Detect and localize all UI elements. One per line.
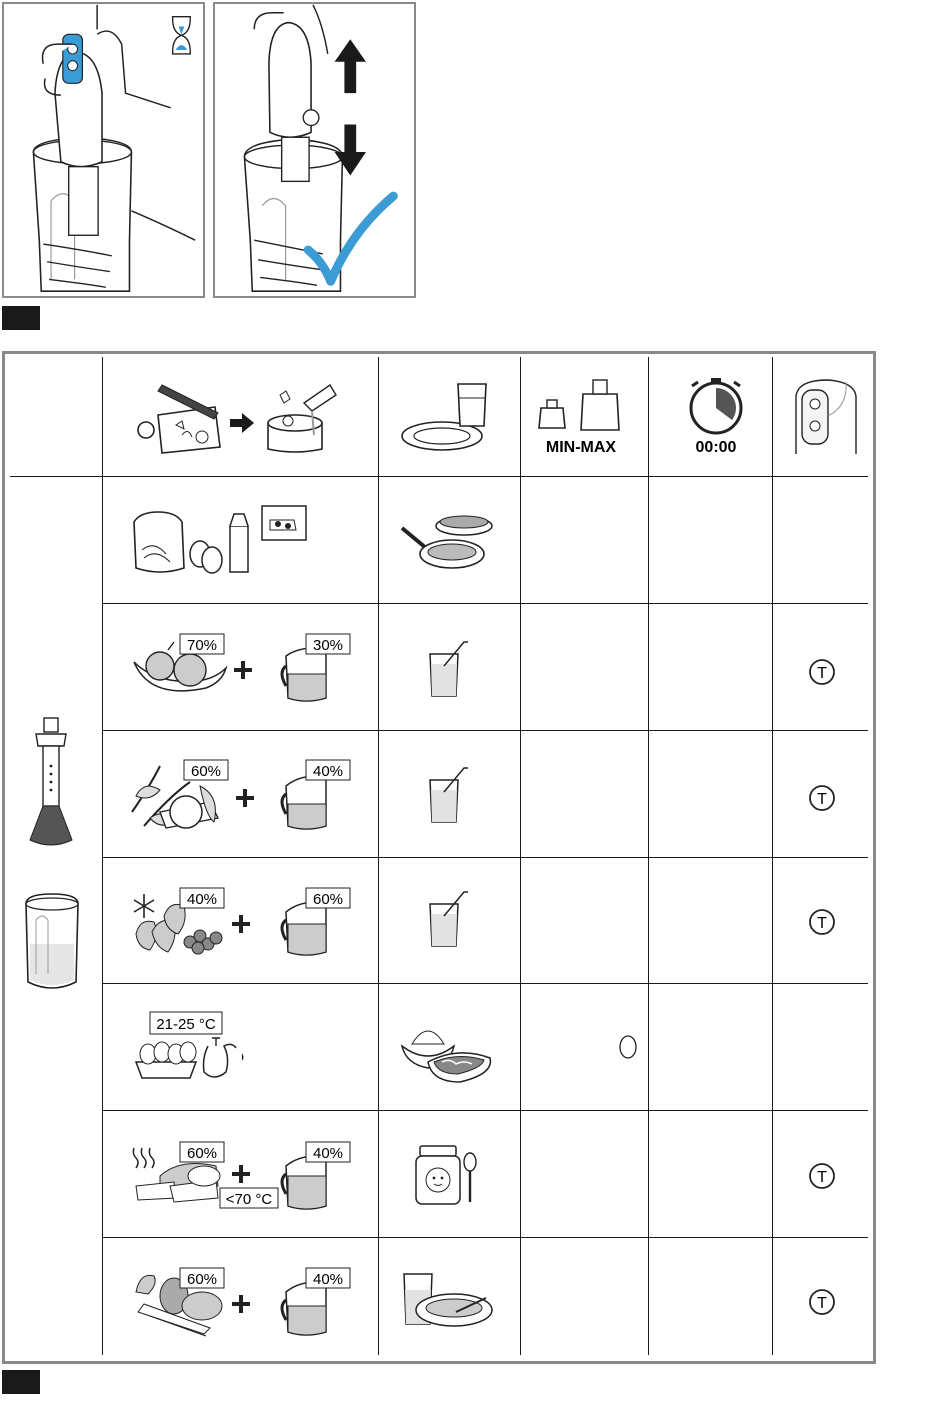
mayo-hotdog-icon	[398, 1016, 498, 1088]
snowflake-icon	[134, 894, 154, 918]
quantity-label: MIN-MAX	[545, 439, 617, 456]
header-quantity-icon	[533, 376, 633, 456]
ingredient-pct: 60%	[190, 763, 222, 780]
header-dish-icon	[398, 376, 498, 456]
frozen-smoothie-ingredients	[130, 882, 356, 964]
hourglass-icon	[173, 17, 191, 54]
max-temp-label: <70 °C	[225, 1191, 273, 1208]
speed-label: T	[817, 915, 827, 932]
pancake-pan-icon	[398, 508, 498, 580]
col-sep	[378, 357, 379, 1355]
ingredient-pct: 60%	[186, 1271, 218, 1288]
batter-ingredients-icon	[130, 502, 310, 577]
soup-ingredients	[130, 1262, 356, 1344]
fruit-smoothie-ingredients	[130, 628, 356, 710]
speed-label: T	[817, 1169, 827, 1186]
header-speed-icon	[788, 376, 864, 456]
up-down-motion-panel	[213, 2, 416, 298]
soup-bowl-icon	[398, 1268, 498, 1338]
row-sep	[102, 730, 868, 731]
col-sep	[648, 357, 649, 1355]
blender-shaft-icon	[26, 716, 76, 852]
speed-label: T	[817, 791, 827, 808]
green-smoothie-ingredients	[130, 756, 356, 838]
ingredient-pct: 40%	[186, 891, 218, 908]
col-sep	[520, 357, 521, 1355]
baby-food-jar-icon	[412, 1142, 484, 1208]
ingredient-pct: 60%	[186, 1145, 218, 1162]
baby-food-ingredients	[130, 1136, 356, 1218]
header-preparation-icon	[130, 375, 360, 455]
ingredient-pct: 70%	[186, 637, 218, 654]
smoothie-glass-icon	[424, 886, 474, 950]
col-sep	[102, 357, 103, 1355]
liquid-pct: 40%	[312, 1271, 344, 1288]
smoothie-glass-icon	[424, 762, 474, 826]
turbo-icon	[808, 658, 836, 686]
capacity-indicator-icon	[618, 1034, 638, 1060]
row-sep	[102, 857, 868, 858]
row-sep	[102, 983, 868, 984]
speed-label: T	[817, 665, 827, 682]
turbo-icon	[808, 908, 836, 936]
beaker-icon	[22, 890, 82, 996]
row-sep	[102, 603, 868, 604]
col-sep	[772, 357, 773, 1355]
mayonnaise-ingredients	[132, 1010, 262, 1084]
header-time-icon	[666, 376, 766, 456]
liquid-pct: 30%	[312, 637, 344, 654]
liquid-pct: 40%	[312, 763, 344, 780]
speed-label: T	[817, 1295, 827, 1312]
liquid-pct: 40%	[312, 1145, 344, 1162]
hold-button-panel	[2, 2, 205, 298]
smoothie-glass-icon	[424, 636, 474, 700]
time-label: 00:00	[695, 439, 737, 456]
turbo-icon	[808, 1288, 836, 1316]
section-marker-top	[2, 306, 40, 330]
temperature-label: 21-25 °C	[156, 1016, 216, 1033]
liquid-pct: 60%	[312, 891, 344, 908]
turbo-icon	[808, 1162, 836, 1190]
row-sep	[102, 1237, 868, 1238]
turbo-icon	[808, 784, 836, 812]
section-marker-bottom	[2, 1370, 40, 1394]
row-sep	[102, 1110, 868, 1111]
row-sep	[10, 476, 868, 477]
